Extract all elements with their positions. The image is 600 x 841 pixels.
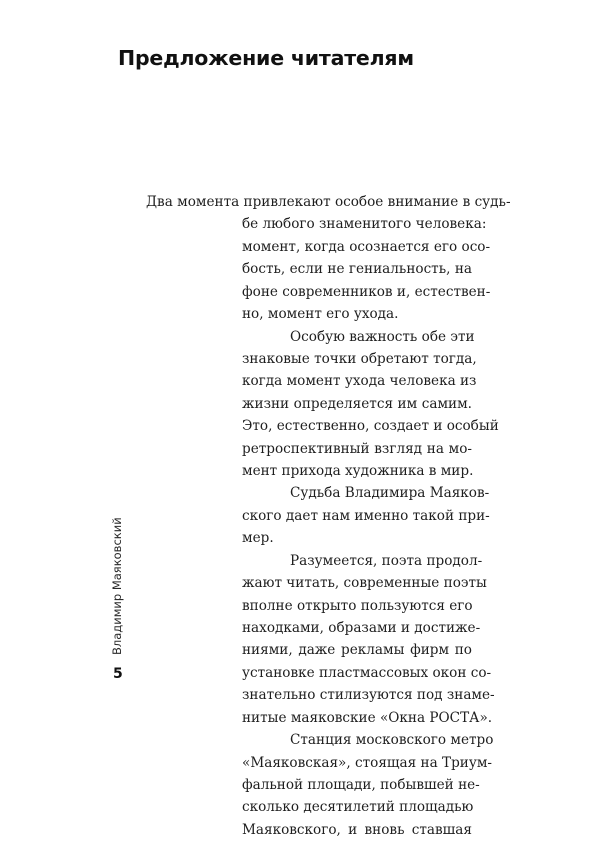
text-line: Это, естественно, создает и особый <box>242 418 499 435</box>
text-line: Два момента привлекают особое внимание в судь- <box>146 194 511 210</box>
text-line: жают читать, современные поэты <box>242 575 487 592</box>
text-line: «Маяковская», стоящая на Триум- <box>242 754 493 771</box>
text-line: Особую важность обе эти <box>290 328 475 345</box>
text-line: ского дает нам именно такой при- <box>242 507 490 524</box>
text-line: момент, когда осознается его осо- <box>242 238 491 255</box>
text-line: установке пластмассовых окон со- <box>242 664 492 681</box>
text-line: фоне современников и, естествен- <box>242 283 491 300</box>
text-line: нитые маяковские «Окна РОСТА». <box>242 709 493 726</box>
text-line: бость, если не гениальность, на <box>242 261 472 278</box>
text-line: Станция московского метро <box>290 732 494 749</box>
running-head-author: Владимир Маяковский <box>110 517 124 655</box>
text-line: ретроспективный взгляд на мо- <box>242 440 472 457</box>
text-line: фальной площади, побывшей не- <box>242 776 480 793</box>
text-line: мент прихода художника в мир. <box>242 463 474 480</box>
text-line: вполне открыто пользуются его <box>242 597 473 614</box>
text-line: Разумеется, поэта продол- <box>290 552 483 569</box>
text-line: сколько десятилетий площадью <box>242 799 474 816</box>
text-line: знательно стилизуются под знаме- <box>242 687 495 704</box>
text-line: знаковые точки обретают тогда, <box>242 350 477 367</box>
text-line: Судьба Владимира Маяков- <box>290 485 490 502</box>
text-line: Маяковского, и вновь ставшая <box>242 821 472 838</box>
text-line: находками, образами и достиже- <box>242 619 481 636</box>
text-line: жизни определяется им самим. <box>242 395 472 412</box>
text-line: ниями, даже рекламы фирм по <box>242 642 472 659</box>
text-line: мер. <box>242 530 274 547</box>
chapter-title: Предложение читателям <box>118 46 414 70</box>
text-line: но, момент его ухода. <box>242 306 399 323</box>
text-line: бе любого знаменитого человека: <box>242 216 487 233</box>
text-line: когда момент ухода человека из <box>242 373 477 390</box>
page-number: 5 <box>113 666 123 682</box>
